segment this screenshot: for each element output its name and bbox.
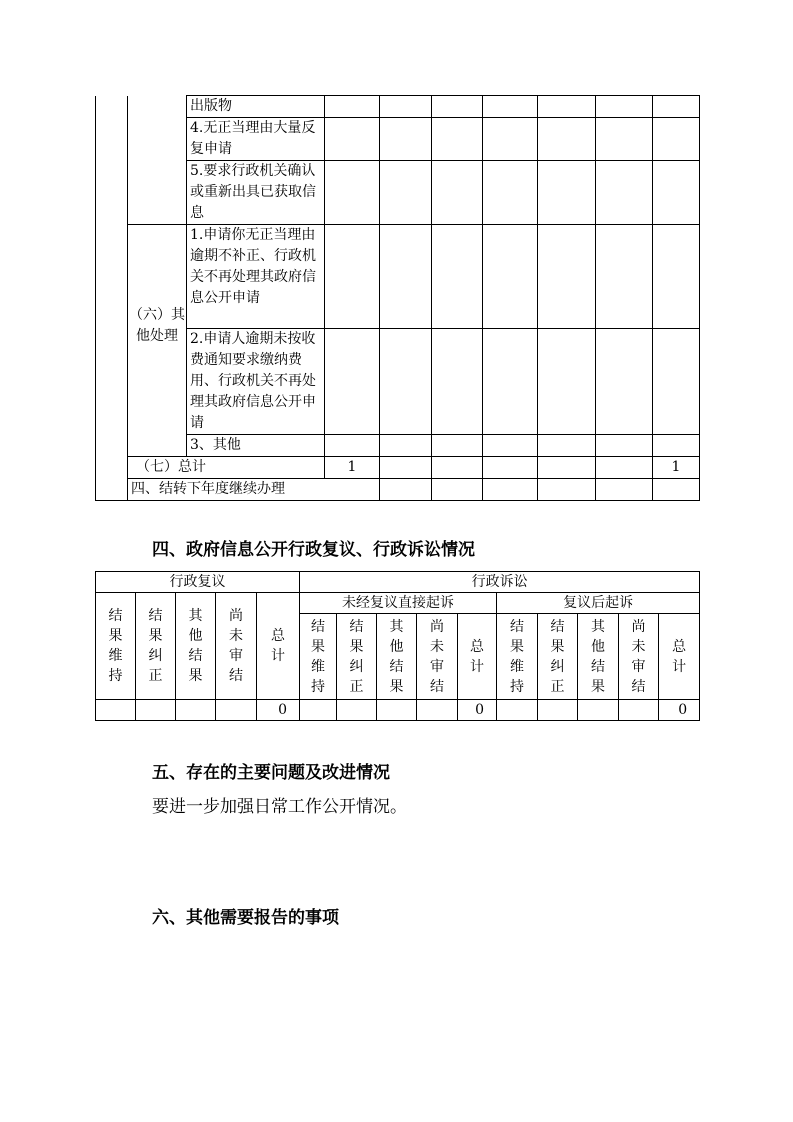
section-5-text: 要进一步加强日常工作公开情况。 xyxy=(152,797,407,817)
direct-litigation-header: 未经复议直接起诉 xyxy=(300,593,497,614)
after-review-header: 复议后起诉 xyxy=(497,593,700,614)
col-header: 总计 xyxy=(458,614,497,700)
carry-over-label: 四、结转下年度继续办理 xyxy=(128,479,380,501)
col-header: 结果纠正 xyxy=(538,614,578,700)
total-value: 1 xyxy=(653,457,700,479)
col-header: 尚未审结 xyxy=(619,614,659,700)
review-litigation-table xyxy=(95,571,700,721)
row-label: 5.要求行政机关确认或重新出具已获取信息 xyxy=(187,161,325,225)
direct-total-value: 0 xyxy=(458,700,497,721)
total-value: 1 xyxy=(325,457,380,479)
after-total-value: 0 xyxy=(659,700,700,721)
col-header: 总计 xyxy=(659,614,700,700)
subcategory-cell xyxy=(128,96,187,225)
col-header: 其他结果 xyxy=(377,614,417,700)
row-label: 出版物 xyxy=(187,96,325,118)
col-header: 结果纠正 xyxy=(337,614,377,700)
row-label: 2.申请人逾期未按收费通知要求缴纳费用、行政机关不再处理其政府信息公开申请 xyxy=(187,329,325,435)
col-header: 结果维持 xyxy=(96,593,136,700)
col-header: 总计 xyxy=(257,593,300,700)
application-handling-table xyxy=(95,95,700,501)
category-label: （六）其他处理 xyxy=(128,225,187,457)
section-5-heading: 五、存在的主要问题及改进情况 xyxy=(152,763,390,783)
col-header: 结果维持 xyxy=(300,614,337,700)
col-header: 尚未审结 xyxy=(417,614,458,700)
litigation-header: 行政诉讼 xyxy=(300,572,700,593)
total-label: （七）总计 xyxy=(128,457,325,479)
col-header: 结果维持 xyxy=(497,614,538,700)
outer-category-cell xyxy=(96,96,128,501)
col-header: 其他结果 xyxy=(176,593,216,700)
section-6-heading: 六、其他需要报告的事项 xyxy=(152,908,339,928)
col-header: 尚未审结 xyxy=(216,593,257,700)
col-header: 其他结果 xyxy=(578,614,619,700)
review-total-value: 0 xyxy=(257,700,300,721)
row-label: 1.申请你无正当理由逾期不补正、行政机关不再处理其政府信息公开申请 xyxy=(187,225,325,329)
review-header: 行政复议 xyxy=(96,572,300,593)
row-label: 3、其他 xyxy=(187,435,325,457)
col-header: 结果纠正 xyxy=(136,593,176,700)
section-4-heading: 四、政府信息公开行政复议、行政诉讼情况 xyxy=(152,540,475,560)
row-label: 4.无正当理由大量反复申请 xyxy=(187,118,325,161)
